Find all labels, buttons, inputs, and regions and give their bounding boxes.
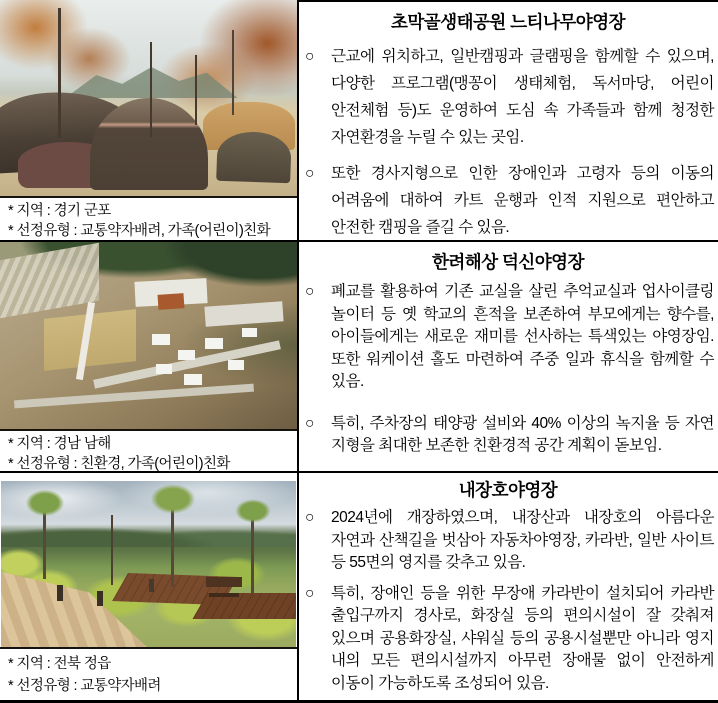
photo3-caption bbox=[0, 650, 297, 700]
campground-title: 초막골생태공원 느티나무야영장 bbox=[390, 12, 626, 32]
photo-chomakgol-campground bbox=[0, 0, 297, 196]
circle-bullet-icon: ○ bbox=[305, 509, 314, 526]
bollards-shape bbox=[1, 481, 296, 647]
circle-bullet-icon: ○ bbox=[305, 165, 314, 182]
caption-type: * 선정유형 : 친환경, 가족(어린이)친화 bbox=[8, 456, 230, 471]
description-cell-chomakgol bbox=[302, 2, 714, 240]
photo-deoksin-campground-aerial bbox=[0, 242, 297, 429]
bullet-text: 특히, 장애인 등을 위한 무장애 카라반이 설치되어 카라반 출입구까지 경사로, 화장실 등의 편의시설이 잘 갖춰져 있으며 공용화장실, 샤워실 등의 공용시설뿐만 아니라 영지 내의 모든 편의시설까지 아무런 장애물 없이 안전하게 이동이 가능하도록 조성되어 있음. bbox=[331, 584, 714, 692]
bullet-text: 폐교를 활용하여 기존 교실을 살린 추억교실과 업사이클링 놀이터 등 옛 학교의 흔적을 보존하여 부모에게는 향수를, 아이들에게는 새로운 재미를 선사하는 특색있는 야영장임. 또한 워케이션 홀도 마련하여 주중 일과 휴식을 함께할 수 있음. bbox=[331, 283, 714, 390]
description-cell-naejangho bbox=[302, 473, 714, 700]
bullet-paragraph bbox=[302, 507, 714, 575]
column-divider bbox=[297, 0, 299, 703]
caption-type: * 선정유형 : 교통약자배려, 가족(어린이)친화 bbox=[8, 223, 270, 239]
bullet-text: 또한 경사지형으로 인한 장애인과 고령자 등의 이동의 어려움에 대하여 카트 운행과 인적 지원으로 편안하고 안전한 캠핑을 즐길 수 있음. bbox=[331, 165, 714, 236]
bullet-paragraph bbox=[302, 160, 714, 241]
bullet-paragraph bbox=[302, 281, 714, 394]
bullet-text: 근교에 위치하고, 일반캠핑과 글램핑을 함께할 수 있으며, 다양한 프로그램(맹꽁이 생태체험, 독서마당, 어린이 안전체험 등)도 운영하여 도심 속 가족들과 함께 청정한 자연환경을 누릴 수 있는 곳임. bbox=[331, 48, 714, 146]
description-cell-deoksin bbox=[302, 242, 714, 471]
bullet-text: 2024년에 개장하였으며, 내장산과 내장호의 아름다운 자연과 산책길을 벗삼아 자동차야영장, 카라반, 일반 사이트 등 55면의 영지를 갖추고 있음. bbox=[331, 509, 714, 571]
circle-bullet-icon: ○ bbox=[305, 584, 314, 602]
photo-naejangho-campground bbox=[1, 481, 296, 647]
caravans-shape bbox=[0, 242, 297, 429]
caption-type: * 선정유형 : 교통약자배려 bbox=[8, 678, 161, 694]
bullet-text: 특히, 주차장의 태양광 설비와 40% 이상의 녹지율 등 자연 지형을 최대한 보존한 친환경적 공간 계획이 돋보임. bbox=[331, 414, 714, 454]
photo3-caption-divider bbox=[0, 647, 297, 649]
circle-bullet-icon: ○ bbox=[305, 283, 314, 300]
circle-bullet-icon: ○ bbox=[305, 414, 314, 432]
bullet-paragraph bbox=[302, 583, 714, 696]
campground-title: 한려해상 덕신야영장 bbox=[431, 252, 584, 272]
campground-title: 내장호야영장 bbox=[458, 480, 558, 500]
caption-region: * 지역 : 경기 군포 bbox=[8, 203, 111, 219]
tree-trunks-shape bbox=[0, 0, 297, 196]
bullet-paragraph bbox=[302, 413, 714, 458]
bullet-paragraph bbox=[302, 43, 714, 151]
circle-bullet-icon: ○ bbox=[305, 48, 314, 65]
photo2-caption bbox=[0, 431, 297, 471]
caption-region: * 지역 : 전북 정읍 bbox=[8, 656, 111, 672]
photo1-caption bbox=[0, 198, 297, 240]
caption-region: * 지역 : 경남 남해 bbox=[8, 436, 111, 452]
